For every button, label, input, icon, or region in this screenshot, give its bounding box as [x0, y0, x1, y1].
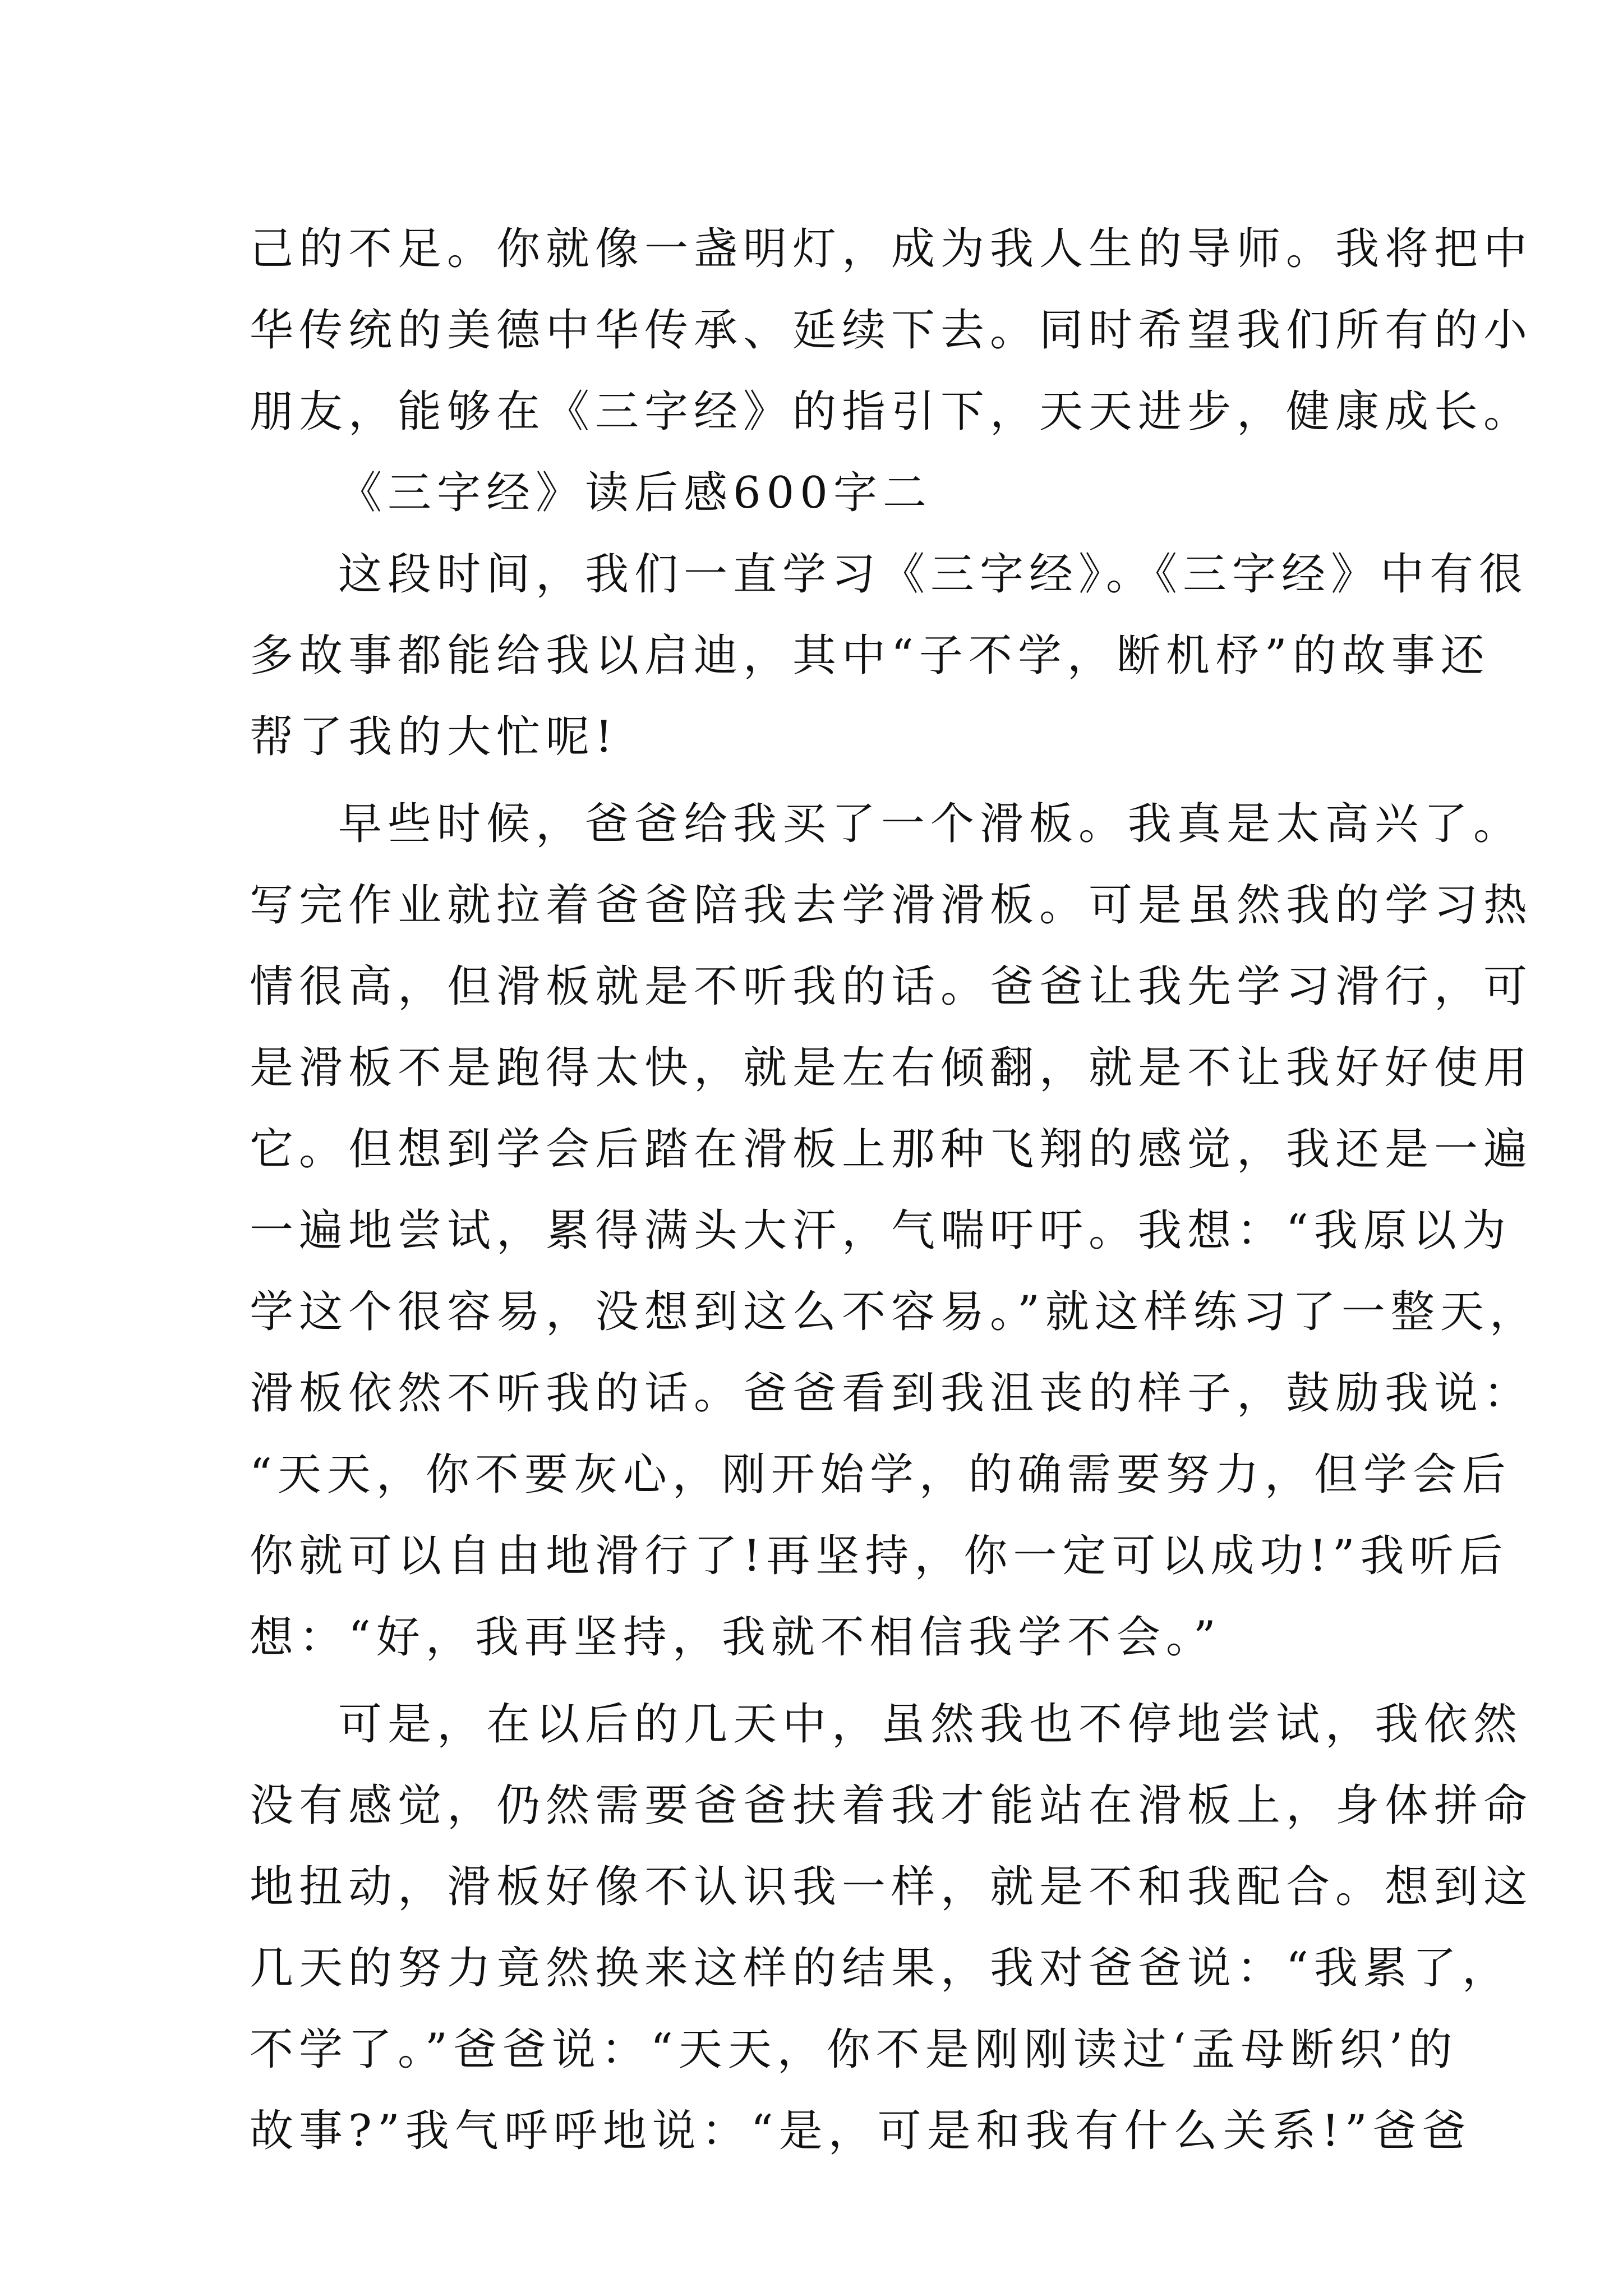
- paragraph-gap: [250, 778, 1394, 784]
- text-line: 故事?”我气呼呼地说：“是，可是和我有什么关系!”爸爸: [250, 2106, 1472, 2156]
- text-line: 地扭动，滑板好像不认识我一样，就是不和我配合。想到这: [250, 1862, 1533, 1912]
- text-line: 一遍地尝试，累得满头大汗，气喘吁吁。我想：“我原以为: [250, 1205, 1511, 1256]
- text-line: 想：“好，我再坚持，我就不相信我学不会。”: [250, 1612, 1221, 1663]
- text-line: 滑板依然不听我的话。爸爸看到我沮丧的样子，鼓励我说：: [250, 1368, 1533, 1419]
- text-line: 学这个很容易，没想到这么不容易。”就这样练习了一整天，: [250, 1287, 1539, 1337]
- text-line: 早些时候，爸爸给我买了一个滑板。我真是太高兴了。: [338, 799, 1523, 849]
- text-line: 多故事都能给我以启迪，其中“子不学，断机杼”的故事还: [250, 631, 1490, 681]
- text-line: 不学了。”爸爸说：“天天，你不是刚刚读过‘孟母断织’的: [250, 2024, 1458, 2075]
- text-line: 华传统的美德中华传承、延续下去。同时希望我们所有的小: [250, 305, 1533, 356]
- text-line: 己的不足。你就像一盏明灯，成为我人生的导师。我将把中: [250, 224, 1533, 274]
- body-text: [250, 209, 1539, 2172]
- paragraph-gap: [250, 1678, 1394, 1684]
- text-line: 情很高，但滑板就是不听我的话。爸爸让我先学习滑行，可: [250, 961, 1533, 1012]
- text-line: 你就可以自由地滑行了!再坚持，你一定可以成功!”我听后: [250, 1531, 1509, 1581]
- section-heading: 《三字经》读后感600字二: [338, 468, 932, 518]
- text-line: “天天，你不要灰心，刚开始学，的确需要努力，但学会后: [250, 1450, 1511, 1500]
- text-line: 可是，在以后的几天中，虽然我也不停地尝试，我依然: [338, 1699, 1523, 1750]
- text-line: 帮了我的大忙呢!: [250, 712, 619, 762]
- text-line: 写完作业就拉着爸爸陪我去学滑滑板。可是虽然我的学习热: [250, 880, 1533, 931]
- text-line: 朋友，能够在《三字经》的指引下，天天进步，健康成长。: [250, 386, 1533, 437]
- text-line: 这段时间，我们一直学习《三字经》。《三字经》中有很: [338, 549, 1529, 600]
- text-line: 几天的努力竟然换来这样的结果，我对爸爸说：“我累了，: [250, 1943, 1511, 1994]
- text-line: 是滑板不是跑得太快，就是左右倾翻，就是不让我好好使用: [250, 1043, 1533, 1093]
- text-line: 它。但想到学会后踏在滑板上那种飞翔的感觉，我还是一遍: [250, 1124, 1533, 1175]
- text-line: 没有感觉，仍然需要爸爸扶着我才能站在滑板上，身体拼命: [250, 1780, 1533, 1831]
